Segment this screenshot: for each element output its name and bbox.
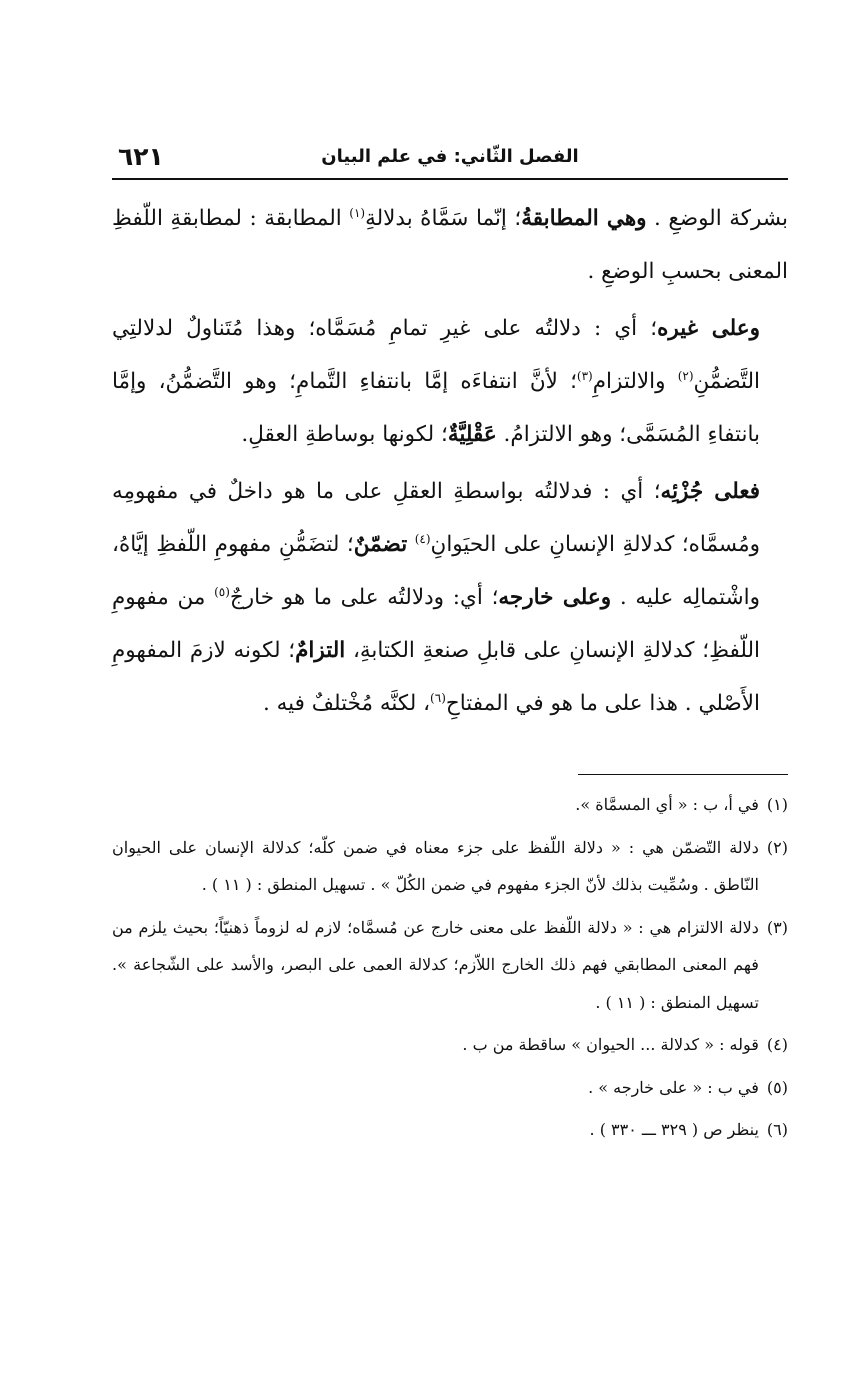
bold-term: عَقْلِيَّةٌ	[447, 422, 497, 447]
footnote-number: (٥)	[766, 1077, 788, 1097]
paragraph-1	[112, 192, 788, 298]
text-run: من مفهومِ اللّفظِ؛ كدلالةِ الإنسانِ على قابلِ صنعةِ الكتابةِ،	[112, 585, 760, 663]
page-header	[112, 142, 788, 180]
text-run: ؛ أي : دلالتُه على غيرِ تمامِ مُسَمَّاه؛ وهذا مُتَناولٌ لدلالتِي التَّضمُّنِ	[112, 316, 760, 394]
footnote-ref[interactable]: (٣)	[576, 368, 593, 383]
footnote-text: دلالة الالتزام هي : « دلالة اللّفظ على معنى خارج عن مُسمَّاه؛ لازم له لزوماً ذهنيّاً؛ بحيث يلزم من فهم المعنى المطابقي فهم ذلك الخارج اللاّزم؛ كدلالة العمى على البصر، والأسد على الشّجاعة ». تسهيل المنطق : ( ١١ ) .	[112, 917, 759, 1012]
footnote-item	[112, 829, 788, 904]
text-run: ؛ لكونها بوساطةِ العقلِ.	[241, 422, 448, 447]
page-number: ٦٢١	[118, 142, 164, 171]
footnote-text: قوله : « كدلالة ... الحيوان » ساقطة من ب .	[462, 1035, 759, 1054]
footnote-ref[interactable]: (٦)	[430, 690, 446, 705]
footnote-number: (٣)	[766, 917, 788, 937]
bold-term: فعلى جُزْئِه	[660, 479, 760, 504]
text-run: ؛ إنّما سَمَّاهُ بدلالةِ	[365, 206, 522, 231]
paragraph-2	[112, 302, 788, 461]
footnote-text: دلالة التّضمّن هي : « دلالة اللّفظ على جزء معناه في ضمن كلّه؛ كدلالة الإنسان على الحيوان النّاطق . وسُمِّيت بذلك لأنّ الجزء مفهوم في ضمن الكُلّ » . تسهيل المنطق : ( ١١ ) .	[112, 837, 759, 894]
footnote-number: (٢)	[766, 837, 788, 857]
text-run: ؛ لكونه لازمَ المفهومِ الأَصْلي . هذا على ما هو في المفتاحِ	[112, 638, 760, 716]
text-run: ؛ لأنَّ انتفاءَه إمَّا بانتفاءِ التَّمامِ؛ وهو التَّضمُّنُ، وإمَّا بانتفاءِ المُسَمَّى؛ وهو الالتزامُ.	[112, 369, 760, 447]
text-run: بشركة الوضعِ .	[654, 206, 788, 231]
text-run: ؛ لتضَمُّنِ مفهومِ اللّفظِ إيَّاهُ، واشْتمالِه عليه .	[112, 532, 760, 610]
text-run: والالتزامِ	[592, 369, 678, 394]
text-run: ؛ أي : فدلالتُه بواسطةِ العقلِ على ما هو داخلٌ في مفهومِه ومُسمَّاه؛ كدلالةِ الإنسانِ على الحيَوانِ	[112, 479, 760, 557]
main-text	[112, 192, 788, 734]
footnote-item	[112, 1026, 788, 1064]
paragraph-3	[112, 465, 788, 730]
bold-term: التزامٌ	[295, 638, 346, 663]
footnote-ref[interactable]: (١)	[349, 205, 366, 220]
footnote-item	[112, 1069, 788, 1107]
footnote-number: (٦)	[766, 1120, 788, 1139]
text-run: المطابقة : لمطابقةِ اللّفظِ المعنى بحسبِ الوضعِ .	[112, 206, 788, 284]
footnote-separator	[578, 774, 788, 775]
bold-term: وعلى خارجه	[498, 585, 612, 610]
footnote-text: ينظر ص ( ٣٢٩ ـــ ٣٣٠ ) .	[589, 1120, 759, 1139]
footnote-item	[112, 786, 788, 824]
footnotes	[112, 786, 788, 1154]
text-run: ، لكنَّه مُخْتلفٌ فيه .	[262, 691, 431, 716]
running-title: الفصل الثّاني: في علم البيان	[321, 146, 579, 167]
bold-term: تضمّنٌ	[353, 532, 408, 557]
footnote-item	[112, 1111, 788, 1149]
footnote-item	[112, 909, 788, 1022]
footnote-ref[interactable]: (٤)	[414, 531, 431, 546]
footnote-ref[interactable]: (٢)	[677, 368, 694, 383]
bold-term: وهي المطابقةُ	[521, 206, 647, 231]
footnote-number: (٤)	[766, 1035, 788, 1054]
text-run: ؛ أي: ودلالتُه على ما هو خارجٌ	[229, 585, 499, 610]
footnote-text: في ب : « على خارجه » .	[588, 1077, 759, 1097]
footnote-number: (١)	[766, 795, 788, 814]
footnote-text: في أ، ب : « أي المسمَّاة ».	[575, 795, 759, 814]
bold-term: وعلى غيره	[657, 316, 761, 341]
footnote-ref[interactable]: (٥)	[214, 584, 230, 599]
